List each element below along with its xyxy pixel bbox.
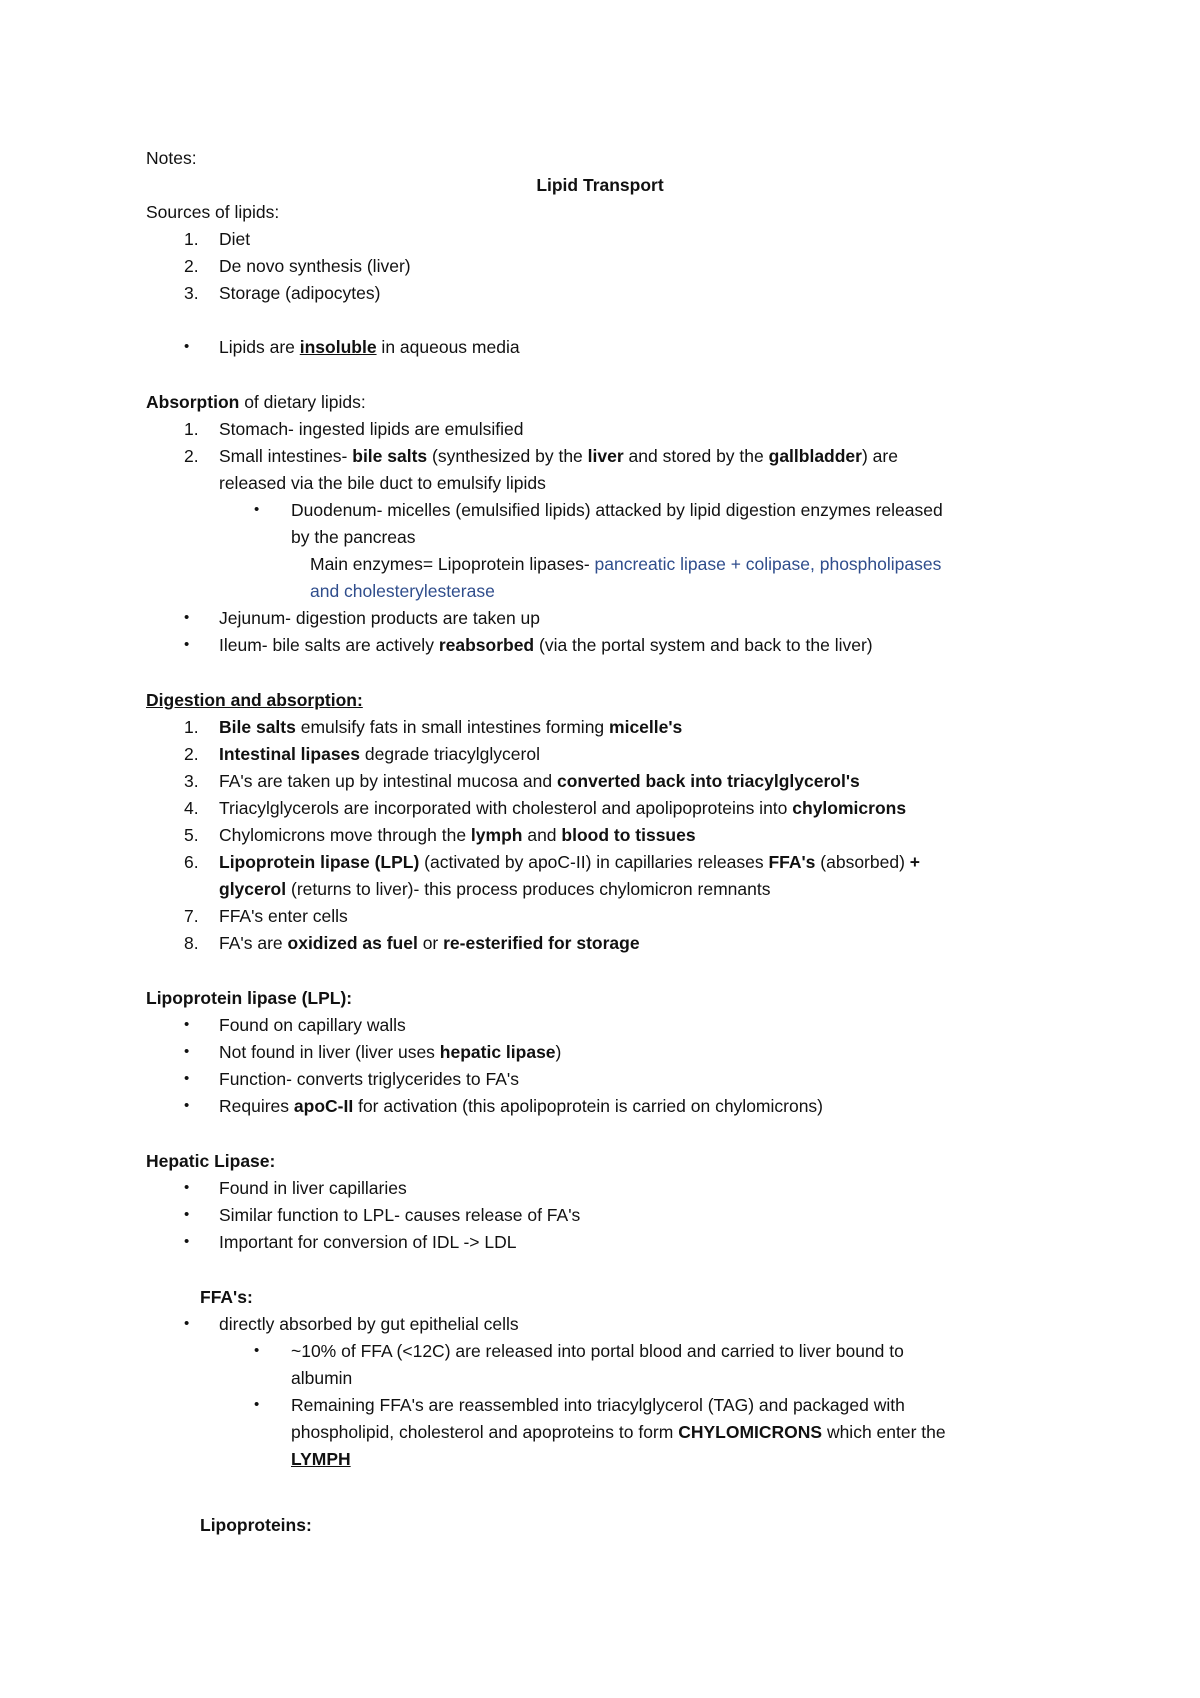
list-number: 2. bbox=[184, 744, 199, 764]
duodenum-note-continuation: by the pancreas bbox=[291, 527, 416, 547]
bullet-icon: • bbox=[184, 609, 190, 626]
hepatic-heading: Hepatic Lipase: bbox=[146, 1151, 276, 1171]
ffa-heading: FFA's: bbox=[200, 1287, 253, 1307]
enzymes-note: Main enzymes= Lipoprotein lipases- pancreatic lipase + colipase, phospholipases bbox=[310, 554, 942, 574]
list-item-continuation: released via the bile duct to emulsify lipids bbox=[219, 473, 546, 493]
list-number: 4. bbox=[184, 798, 199, 818]
bullet-icon: • bbox=[184, 1233, 190, 1250]
list-item: FFA's enter cells bbox=[219, 906, 348, 926]
bullet-icon: • bbox=[184, 1315, 190, 1332]
hepatic-bullet: Important for conversion of IDL -> LDL bbox=[219, 1232, 517, 1252]
lpl-bullet: Found on capillary walls bbox=[219, 1015, 406, 1035]
list-number: 1. bbox=[184, 229, 199, 249]
bullet-icon: • bbox=[254, 501, 260, 518]
list-item: Storage (adipocytes) bbox=[219, 283, 381, 303]
jejunum-note: Jejunum- digestion products are taken up bbox=[219, 608, 541, 628]
list-item-continuation: glycerol (returns to liver)- this process produces chylomicron remnants bbox=[219, 879, 771, 899]
lpl-heading: Lipoprotein lipase (LPL): bbox=[146, 988, 353, 1008]
lpl-bullet: Requires apoC-II for activation (this apolipoprotein is carried on chylomicrons) bbox=[219, 1096, 824, 1116]
hepatic-bullet: Similar function to LPL- causes release of FA's bbox=[219, 1205, 581, 1225]
list-item: Triacylglycerols are incorporated with cholesterol and apolipoproteins into chylomicrons bbox=[219, 798, 907, 818]
bullet-icon: • bbox=[184, 1097, 190, 1114]
ffa-subbullet-continuation: albumin bbox=[291, 1368, 353, 1388]
sources-heading: Sources of lipids: bbox=[146, 202, 280, 222]
list-number: 1. bbox=[184, 717, 199, 737]
list-item: Small intestines- bile salts (synthesized by the liver and stored by the gallbladder) are bbox=[219, 446, 898, 466]
list-number: 2. bbox=[184, 256, 199, 276]
list-item: Chylomicrons move through the lymph and blood to tissues bbox=[219, 825, 696, 845]
list-item: Bile salts emulsify fats in small intestines forming micelle's bbox=[219, 717, 683, 737]
bullet-icon: • bbox=[184, 1070, 190, 1087]
list-item: Lipoprotein lipase (LPL) (activated by apoC-II) in capillaries releases FFA's (absorbed) + bbox=[219, 852, 921, 872]
insoluble-note: Lipids are insoluble in aqueous media bbox=[219, 337, 520, 357]
absorption-heading: Absorption of dietary lipids: bbox=[146, 392, 366, 412]
list-number: 3. bbox=[184, 771, 199, 791]
ffa-subbullet-continuation: phospholipid, cholesterol and apoproteins to form CHYLOMICRONS which enter the bbox=[291, 1422, 946, 1442]
ffa-bullet: directly absorbed by gut epithelial cells bbox=[219, 1314, 519, 1334]
enzymes-note-continuation: and cholesterylesterase bbox=[310, 581, 495, 601]
list-item: Diet bbox=[219, 229, 251, 249]
list-number: 8. bbox=[184, 933, 199, 953]
hepatic-bullet: Found in liver capillaries bbox=[219, 1178, 407, 1198]
list-item: FA's are taken up by intestinal mucosa and converted back into triacylglycerol's bbox=[219, 771, 860, 791]
list-item: FA's are oxidized as fuel or re-esterified for storage bbox=[219, 933, 640, 953]
ffa-subbullet: Remaining FFA's are reassembled into triacylglycerol (TAG) and packaged with bbox=[291, 1395, 905, 1415]
bullet-icon: • bbox=[184, 338, 190, 355]
lpl-bullet: Function- converts triglycerides to FA's bbox=[219, 1069, 519, 1089]
list-number: 1. bbox=[184, 419, 199, 439]
bullet-icon: • bbox=[254, 1342, 260, 1359]
list-number: 5. bbox=[184, 825, 199, 845]
lpl-bullet: Not found in liver (liver uses hepatic lipase) bbox=[219, 1042, 562, 1062]
list-item: Stomach- ingested lipids are emulsified bbox=[219, 419, 524, 439]
list-number: 7. bbox=[184, 906, 199, 926]
bullet-icon: • bbox=[184, 636, 190, 653]
bullet-icon: • bbox=[184, 1016, 190, 1033]
bullet-icon: • bbox=[184, 1179, 190, 1196]
page-title: Lipid Transport bbox=[536, 175, 664, 195]
ffa-subbullet-continuation: LYMPH bbox=[291, 1449, 351, 1469]
list-item: Intestinal lipases degrade triacylglycerol bbox=[219, 744, 540, 764]
lipoproteins-heading: Lipoproteins: bbox=[200, 1515, 312, 1535]
list-number: 3. bbox=[184, 283, 199, 303]
list-number: 6. bbox=[184, 852, 199, 872]
list-number: 2. bbox=[184, 446, 199, 466]
bullet-icon: • bbox=[184, 1206, 190, 1223]
duodenum-note: Duodenum- micelles (emulsified lipids) attacked by lipid digestion enzymes released bbox=[291, 500, 943, 520]
ffa-subbullet: ~10% of FFA (<12C) are released into portal blood and carried to liver bound to bbox=[291, 1341, 904, 1361]
digestion-heading: Digestion and absorption: bbox=[146, 690, 363, 710]
notes-label: Notes: bbox=[146, 148, 197, 168]
list-item: De novo synthesis (liver) bbox=[219, 256, 411, 276]
ileum-note: Ileum- bile salts are actively reabsorbed (via the portal system and back to the liver) bbox=[219, 635, 873, 655]
bullet-icon: • bbox=[184, 1043, 190, 1060]
bullet-icon: • bbox=[254, 1396, 260, 1413]
